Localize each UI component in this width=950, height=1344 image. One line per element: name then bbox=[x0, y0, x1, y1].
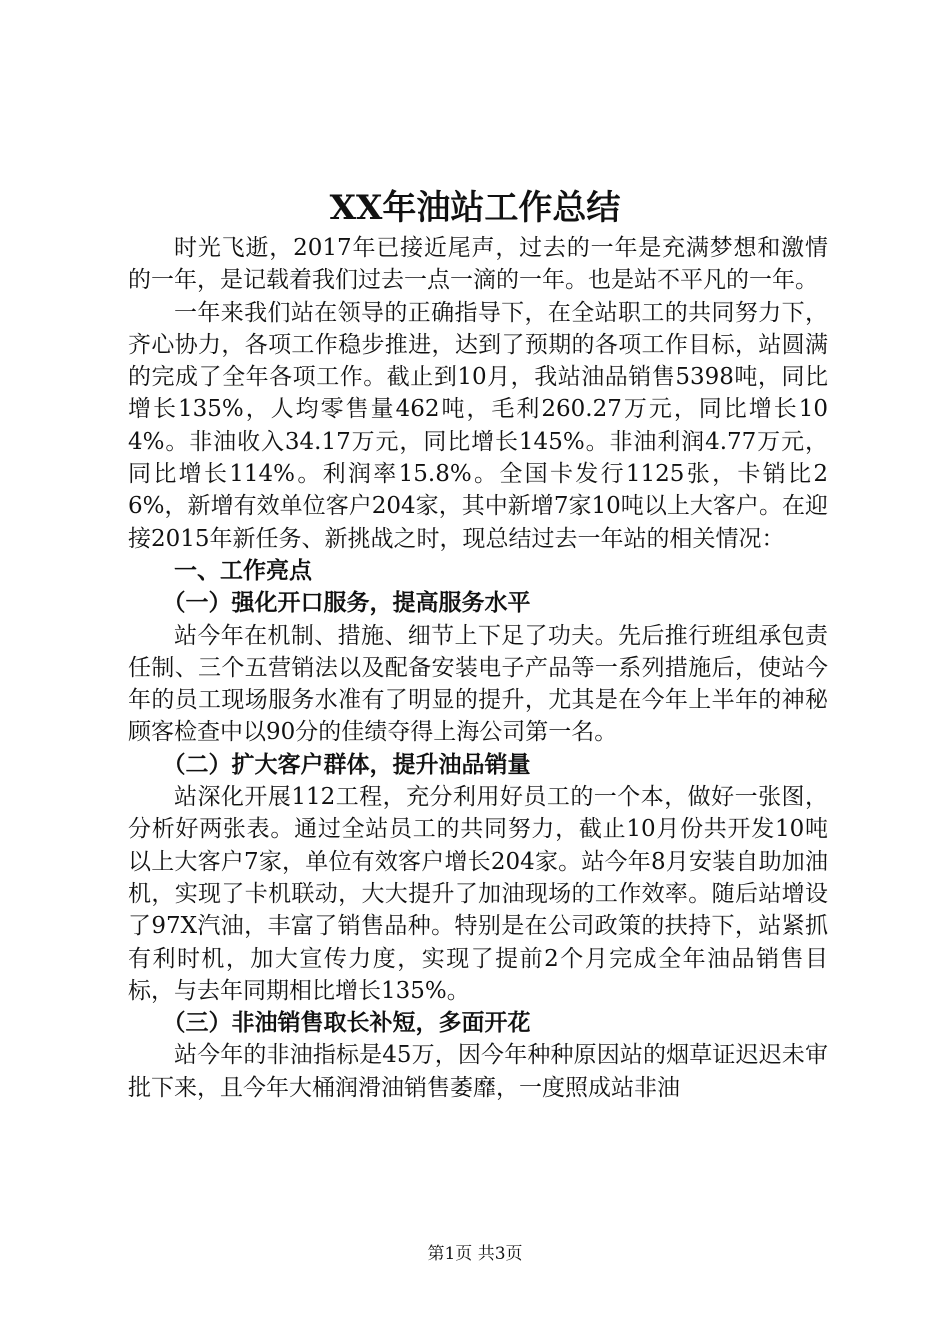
body-paragraph: 站今年的非油指标是45万，因今年种种原因站的烟草证迟迟未审批下来，且今年大桶润滑油销售萎靡，一度照成站非油 bbox=[128, 1042, 828, 1101]
page-footer: 第1页 共3页 bbox=[427, 1244, 523, 1264]
body-paragraph: 时光飞逝，2017年已接近尾声，过去的一年是充满梦想和激情的一年，是记载着我们过去一点一滴的一年。也是站不平凡的一年。 bbox=[128, 235, 828, 294]
document-title: XX年油站工作总结 bbox=[329, 188, 621, 228]
subsection-heading: （一）强化开口服务，提高服务水平 bbox=[162, 590, 531, 617]
subsection-heading: （二）扩大客户群体，提升油品销量 bbox=[162, 751, 531, 778]
body-paragraph: 站深化开展112工程，充分利用好员工的一个本，做好一张图，分析好两张表。通过全站员工的共同努力，截止10月份共开发10吨以上大客户7家，单位有效客户增长204家。站今年8月安装自助加油机，实现了卡机联动，大大提升了加油现场的工作效率。随后站增设了97X汽油，丰富了销售品种。特别是在公司政策的扶持下，站紧抓有利时机，加大宣传力度，实现了提前2个月完成全年油品销售目标，与去年同期相比增长135%。 bbox=[128, 784, 828, 1004]
body-paragraph: 一年来我们站在领导的正确指导下，在全站职工的共同努力下，齐心协力，各项工作稳步推进，达到了预期的各项工作目标，站圆满的完成了全年各项工作。截止到10月，我站油品销售5398吨，同比增长135%，人均零售量462吨，毛利260.27万元，同比增长104%。非油收入34.17万元，同比增长145%。非油利润4.77万元，同比增长114%。利润率15.8%。全国卡发行1125张，卡销比26%，新增有效单位客户204家，其中新增7家10吨以上大客户。在迎接2015年新任务、新挑战之时，现总结过去一年站的相关情况： bbox=[128, 299, 828, 552]
body-paragraph: 站今年在机制、措施、细节上下足了功夫。先后推行班组承包责任制、三个五营销法以及配备安装电子产品等一系列措施后，使站今年的员工现场服务水准有了明显的提升，尤其是在今年上半年的神秘顾客检查中以90分的佳绩夺得上海公司第一名。 bbox=[128, 622, 828, 746]
document-body bbox=[128, 232, 828, 1104]
section-heading: 一、工作亮点 bbox=[174, 557, 312, 584]
subsection-heading: （三）非油销售取长补短，多面开花 bbox=[162, 1010, 531, 1037]
